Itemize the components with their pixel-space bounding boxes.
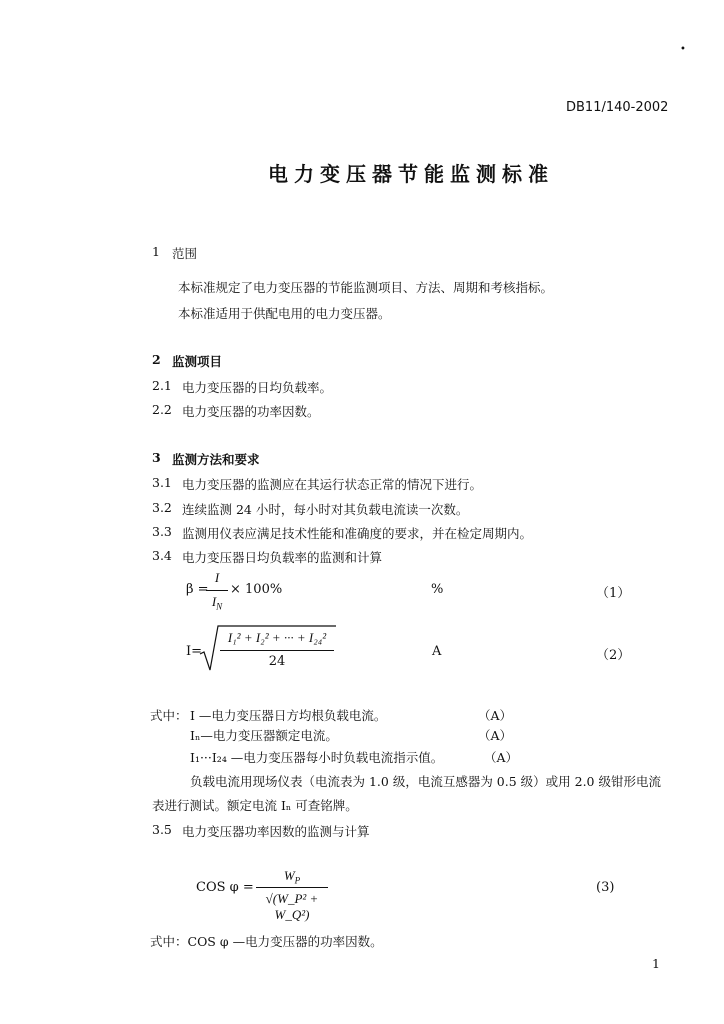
section-1-heading: 范围 [172, 246, 198, 261]
section-1-number: 1 [152, 244, 160, 259]
measurement-paragraph-line-2: 表进行测试。额定电流 Iₙ 可查铭牌。 [152, 798, 358, 813]
item-2-1-text: 电力变压器的日均负载率。 [182, 380, 333, 395]
item-3-2-text: 连续监测 24 小时，每小时对其负载电流读一次数。 [182, 502, 469, 517]
item-2-2-number: 2.2 [152, 402, 172, 417]
equation-1-times: × 100% [230, 582, 283, 597]
item-3-5-text: 电力变压器功率因数的监测与计算 [182, 824, 370, 839]
item-3-4-number: 3.4 [152, 548, 172, 563]
page-number: 1 [652, 956, 660, 971]
item-3-1-number: 3.1 [152, 475, 172, 490]
where-line-2: Iₙ—电力变压器额定电流。 [190, 728, 338, 743]
equation-3-denominator: √(W_P² + W_Q²) [265, 891, 319, 922]
item-3-5-number: 3.5 [152, 822, 172, 837]
where-lead: 式中： [150, 708, 188, 723]
equation-1-fraction-bar [206, 590, 228, 591]
measurement-paragraph-line-1: 负载电流用现场仪表（电流表为 1.0 级，电流互感器为 0.5 级）或用 2.0 级钳形电流 [190, 774, 661, 789]
where-line-3: I₁···I₂₄ —电力变压器每小时负载电流指示值。 [190, 750, 444, 765]
equation-3-numerator: $W_P$ [283, 868, 301, 886]
equation-1-numerator: I [214, 570, 220, 585]
equation-1-number: （1） [596, 586, 631, 601]
item-3-3-text: 监测用仪表应满足技术性能和准确度的要求，并在检定周期内。 [182, 526, 533, 541]
equation-2-number: （2） [596, 648, 631, 663]
equation-2-denominator: 24 [268, 654, 286, 669]
where-line-2-unit: （A） [478, 728, 513, 743]
equation-3-fraction-bar [256, 887, 328, 888]
section-3-heading: 监测方法和要求 [172, 452, 260, 467]
equation-2-lhs: I= [186, 644, 203, 659]
section-2-number: 2 [152, 352, 161, 367]
equation-3-number: (3) [596, 880, 615, 895]
equation-1-lhs: β = [186, 582, 209, 597]
where-line-3-unit: （A） [484, 750, 519, 765]
equation-3-lhs: COS φ = [196, 880, 254, 895]
section-3-number: 3 [152, 450, 161, 465]
page-title: 电力变压器节能监测标准 [268, 162, 554, 186]
where-line-1: I —电力变压器日方均根负载电流。 [190, 708, 387, 723]
section-2-heading: 监测项目 [172, 354, 223, 369]
equation-2-unit: A [432, 644, 442, 659]
item-3-4-text: 电力变压器日均负载率的监测和计算 [182, 550, 383, 565]
corner-mark: • [680, 44, 686, 55]
item-3-3-number: 3.3 [152, 524, 172, 539]
equation-2-fraction-bar [220, 650, 334, 651]
where-power-factor: 式中：COS φ —电力变压器的功率因数。 [150, 934, 383, 949]
equation-1-unit: % [431, 582, 444, 597]
equation-1-denominator: $I_N$ [211, 594, 223, 612]
item-3-2-number: 3.2 [152, 500, 172, 515]
item-2-2-text: 电力变压器的功率因数。 [182, 404, 320, 419]
document-code: DB11/140-2002 [566, 100, 669, 115]
item-3-1-text: 电力变压器的监测应在其运行状态正常的情况下进行。 [182, 477, 483, 492]
section-1-paragraph-2: 本标准适用于供配电用的电力变压器。 [178, 306, 391, 321]
where-line-1-unit: （A） [478, 708, 513, 723]
section-1-paragraph-1: 本标准规定了电力变压器的节能监测项目、方法、周期和考核指标。 [178, 280, 554, 295]
item-2-1-number: 2.1 [152, 378, 172, 393]
equation-2-numerator: I₁² + I₂² + ··· + I₂₄² [227, 630, 327, 645]
